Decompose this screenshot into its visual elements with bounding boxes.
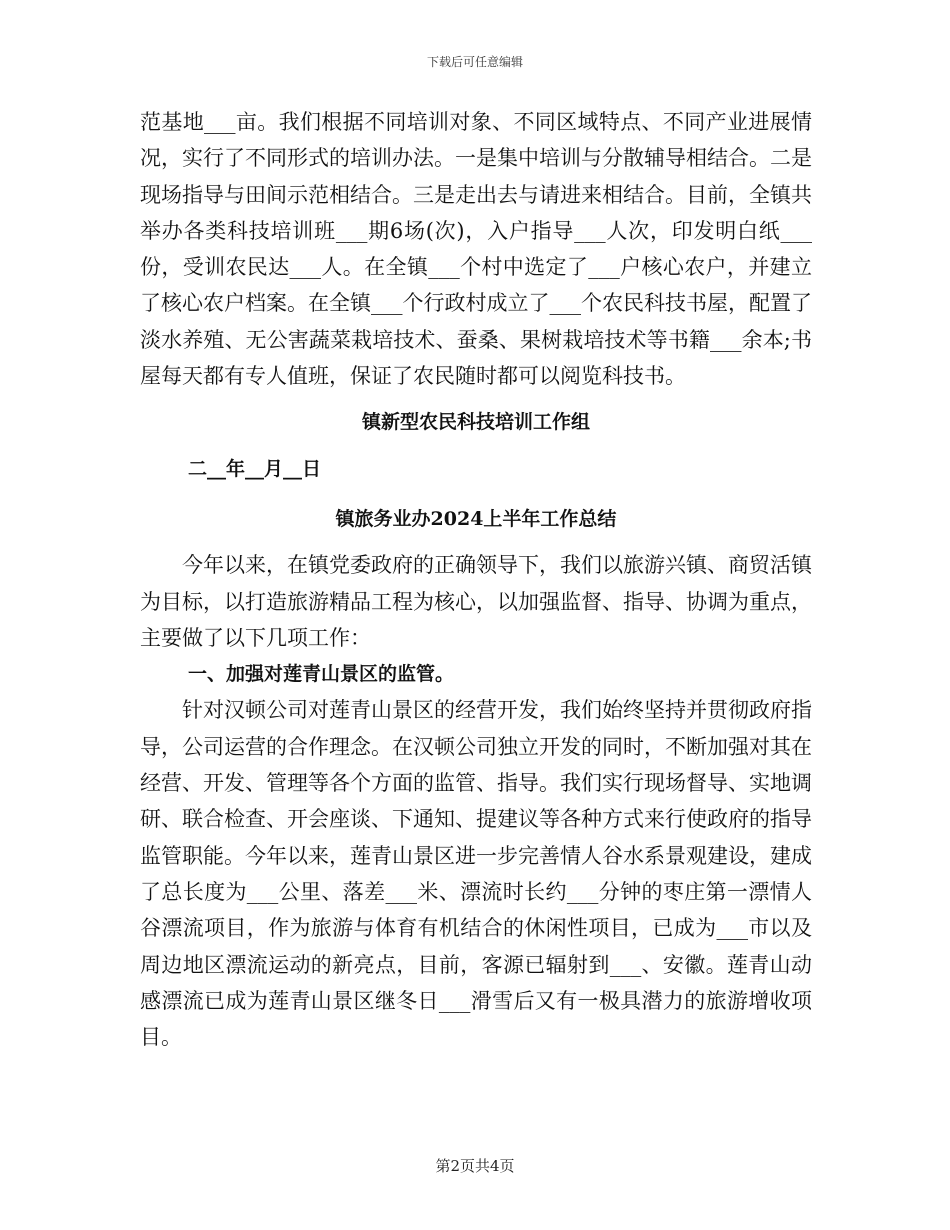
document-body [140,104,812,1055]
date-line: 二__年__月__日 [188,457,322,480]
section-heading-1: 一、加强对莲青山景区的监管。 [188,663,455,686]
document-title: 镇旅务业办2024上半年工作总结 [335,507,617,530]
paragraph-training-summary: 范基地___亩。我们根据不同培训对象、不同区域特点、不同产业进展情况，实行了不同形式的培训办法。一是集中培训与分散辅导相结合。二是现场指导与田间示范相结合。三是走出去与请进来相结合。目前，全镇共举办各类科技培训班___期6场(次)，入户指导___人次，印发明白纸___份，受训农民达___人。在全镇___个村中选定了___户核心农户，并建立了核心农户档案。在全镇___个行政村成立了___个农民科技书屋，配置了淡水养殖、无公害蔬菜栽培技术、蚕桑、果树栽培技术等书籍___余本;书屋每天都有专人值班，保证了农民随时都可以阅览科技书。 [140,110,812,389]
paragraph-scenic-area: 针对汉顿公司对莲青山景区的经营开发，我们始终坚持并贯彻政府指导，公司运营的合作理念。在汉顿公司独立开发的同时，不断加强对其在经营、开发、管理等各个方面的监管、指导。我们实行现场督导、实地调研、联合检查、开会座谈、下通知、提建议等各种方式来行使政府的指导监管职能。今年以来，莲青山景区进一步完善情人谷水系景观建设，建成了总长度为___公里、落差___米、漂流时长约___分钟的枣庄第一漂情人谷漂流项目，作为旅游与体育有机结合的休闲性项目，已成为___市以及周边地区漂流运动的新亮点，目前，客源已辐射到___、安徽。莲青山动感漂流已成为莲青山景区继冬日___滑雪后又有一极具潜力的旅游增收项目。 [140,698,812,1050]
signature-line: 镇新型农民科技培训工作组 [361,411,590,434]
paragraph-intro: 今年以来，在镇党委政府的正确领导下，我们以旅游兴镇、商贸活镇为目标，以打造旅游精品工程为核心，以加强监督、指导、协调为重点，主要做了以下几项工作： [140,553,812,650]
page-number: 第2页共4页 [435,1157,515,1175]
header-note: 下载后可任意编辑 [426,55,523,69]
